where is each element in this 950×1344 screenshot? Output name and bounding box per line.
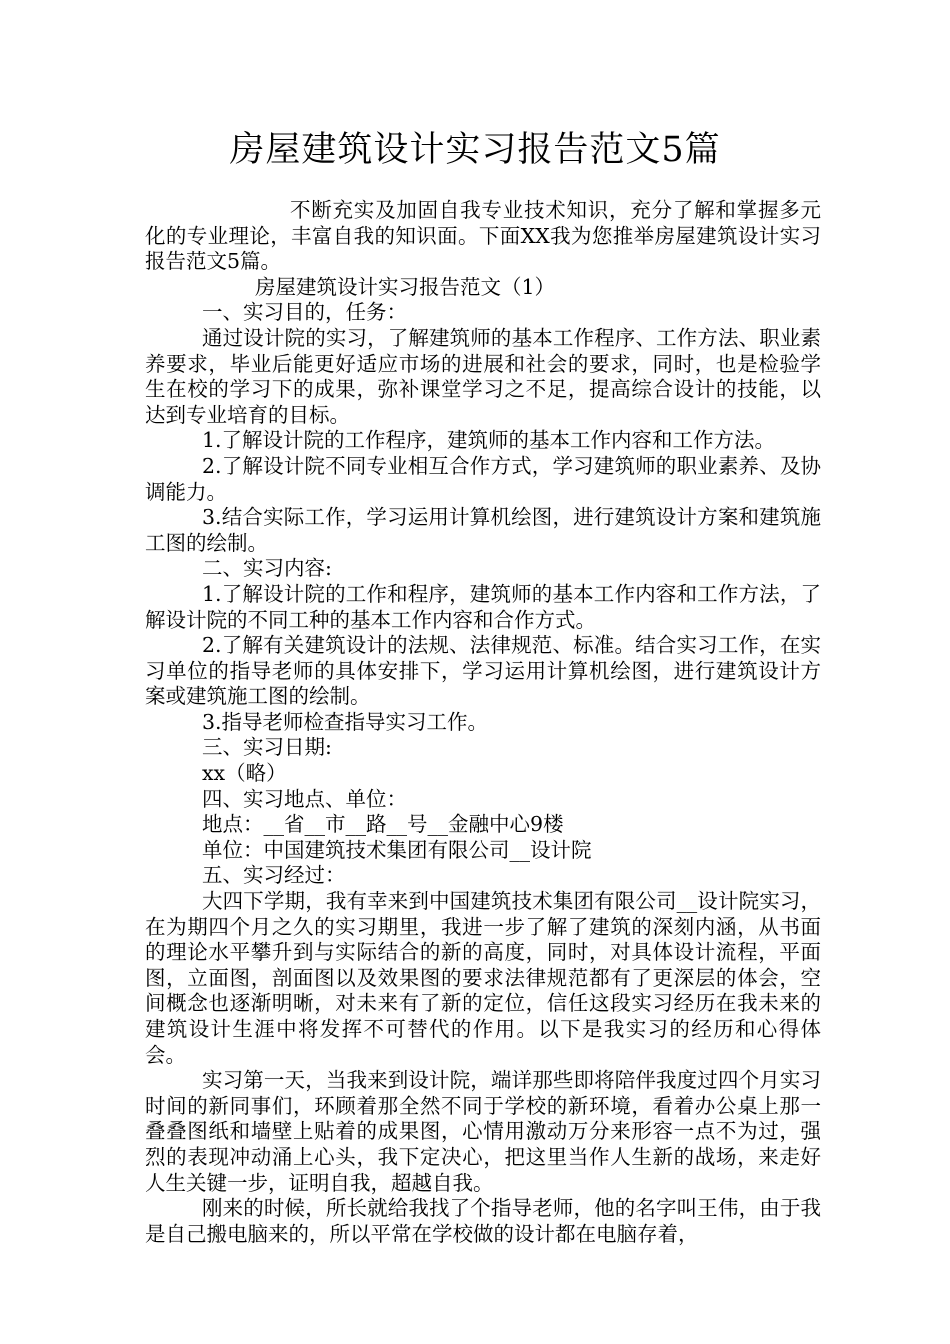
section-heading: 五、实习经过： [202, 863, 346, 888]
section-heading: 一、实习目的，任务： [202, 300, 407, 325]
list-item: 3.结合实际工作，学习运用计算机绘图，进行建筑设计方案和建筑施工图的绘制。 [145, 505, 821, 555]
body-paragraph: 大四下学期，我有幸来到中国建筑技术集团有限公司__设计院实习，在为期四个月之久的实习期里，我进一步了解了建筑的深刻内涵，从书面的理论水平攀升到与实际结合的新的高度，同时，对具体设计流程，平面图，立面图，剖面图以及效果图的要求法律规范都有了更深层的体会，空间概念也逐渐明晰，对未来有了新的定位，信任这段实习经历在我未来的建筑设计生涯中将发挥不可替代的作用。以下是我实习的经历和心得体会。 [145, 889, 821, 1067]
section-subtitle: 房屋建筑设计实习报告范文（1） [255, 274, 556, 299]
body-paragraph: 地点：__省__市__路__号__金融中心9楼 [202, 812, 564, 837]
document-title: 房屋建筑设计实习报告范文5篇 [229, 130, 721, 170]
body-paragraph: 刚来的时候，所长就给我找了个指导老师，他的名字叫王伟，由于我是自己搬电脑来的，所以平常在学校做的设计都在电脑存着， [145, 1196, 821, 1246]
list-item: 1.了解设计院的工作程序，建筑师的基本工作内容和工作方法。 [202, 428, 776, 453]
body-paragraph: 通过设计院的实习，了解建筑师的基本工作程序、工作方法、职业素养要求，毕业后能更好适应市场的进展和社会的要求，同时，也是检验学生在校的学习下的成果，弥补课堂学习之不足，提高综合设计的技能，以达到专业培育的目标。 [145, 325, 821, 427]
list-item: 2.了解设计院不同专业相互合作方式，学习建筑师的职业素养、及协调能力。 [145, 453, 821, 504]
list-item: 2.了解有关建筑设计的法规、法律规范、标准。结合实习工作，在实习单位的指导老师的具体安排下，学习运用计算机绘图，进行建筑设计方案或建筑施工图的绘制。 [145, 633, 821, 709]
list-item: 3.指导老师检查指导实习工作。 [202, 709, 489, 734]
body-paragraph: 单位：中国建筑技术集团有限公司__设计院 [202, 837, 592, 862]
section-heading: 四、实习地点、单位： [202, 786, 407, 811]
body-paragraph: xx（略） [202, 761, 287, 786]
list-item: 1.了解设计院的工作和程序，建筑师的基本工作内容和工作方法，了解设计院的不同工种的基本工作内容和合作方式。 [145, 581, 821, 632]
document-body [145, 198, 821, 1247]
section-heading: 二、实习内容: [202, 556, 332, 581]
section-heading: 三、实习日期: [202, 735, 332, 760]
body-paragraph: 实习第一天，当我来到设计院，端详那些即将陪伴我度过四个月实习时间的新同事们，环顾着那全然不同于学校的新环境，看着办公桌上那一叠叠图纸和墙壁上贴着的成果图，心情用激动万分来形容一点不为过，强烈的表现冲动涌上心头，我下定决心，把这里当作人生新的战场，来走好人生关键一步，证明自我，超越自我。 [145, 1068, 821, 1195]
intro-paragraph: 不断充实及加固自我专业技术知识，充分了解和掌握多元化的专业理论，丰富自我的知识面。下面XX我为您推举房屋建筑设计实习报告范文5篇。 [145, 198, 821, 274]
